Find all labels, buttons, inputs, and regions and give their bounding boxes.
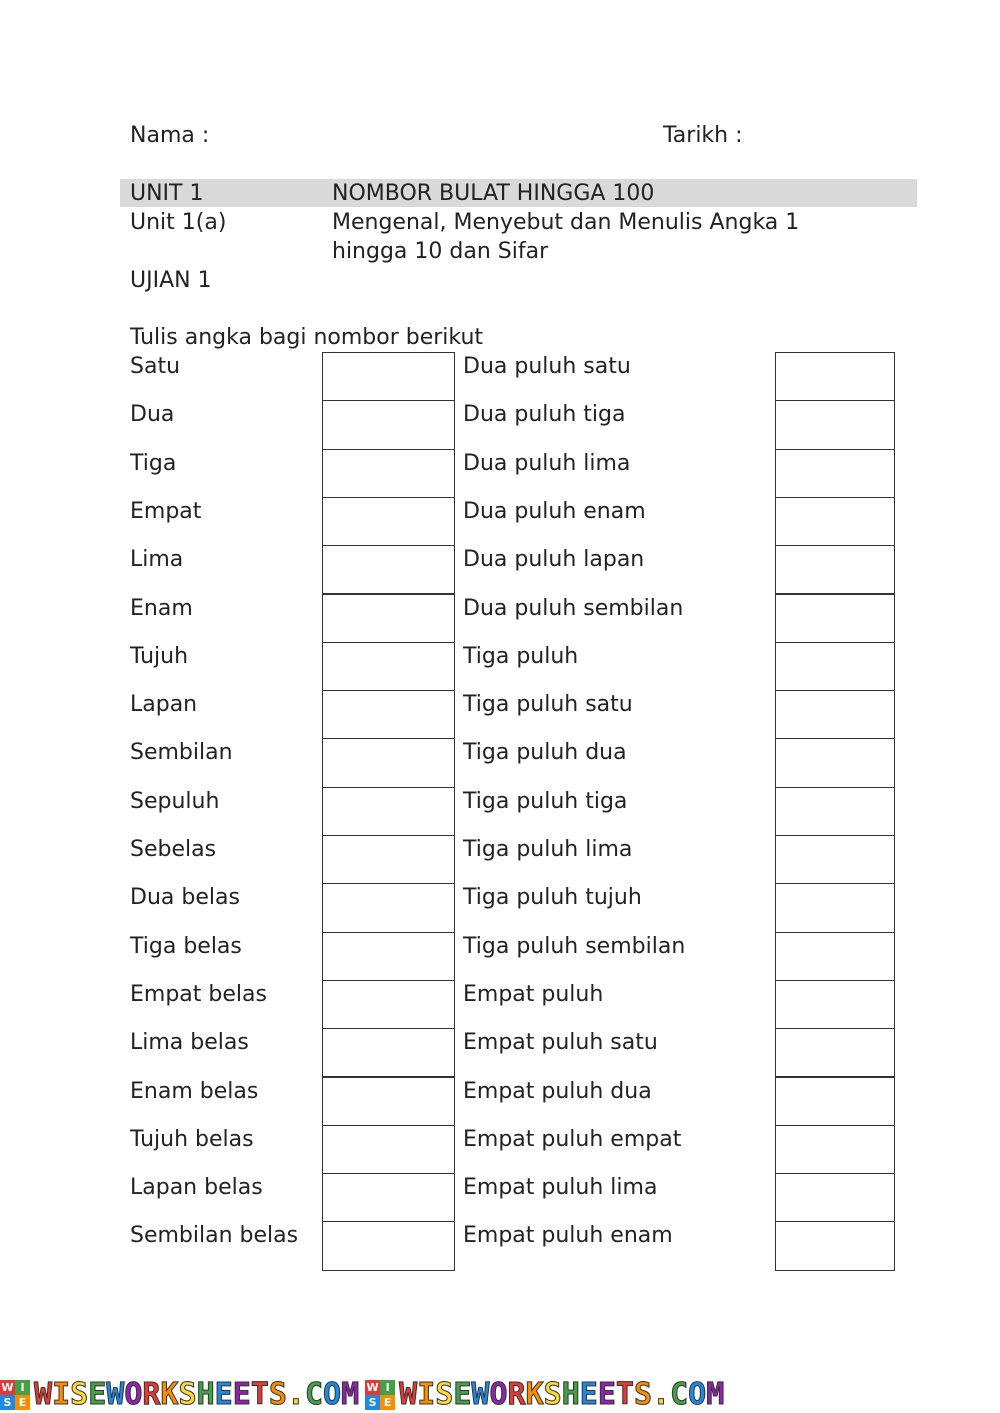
unit-title: NOMBOR BULAT HINGGA 100 [332,181,655,206]
left-answer-box[interactable] [322,738,455,787]
logo-letter: E [380,1395,395,1410]
name-label: Nama : [130,123,210,148]
logo-letter: W [1,1380,14,1394]
brand-logo-icon [365,1380,395,1410]
logo-letter: S [365,1395,380,1410]
left-item-label: Enam [130,595,193,621]
date-label: Tarikh : [663,123,743,148]
left-item-label: Enam belas [130,1078,259,1104]
sub-unit-code: Unit 1(a) [130,210,227,235]
right-answer-box[interactable] [775,352,895,401]
right-answer-box[interactable] [775,1077,895,1126]
left-item-label: Tiga [130,450,177,476]
right-item-label: Tiga puluh lima [463,837,633,862]
logo-letter: I [15,1380,30,1395]
left-answer-box[interactable] [322,545,455,594]
right-answer-box[interactable] [775,883,895,932]
left-answer-box[interactable] [322,787,455,836]
right-answer-box[interactable] [775,690,895,739]
right-item-label: Tiga puluh tiga [463,788,628,814]
left-answer-box[interactable] [322,1221,455,1270]
left-answer-box[interactable] [322,835,455,884]
unit-code: UNIT 1 [130,181,204,206]
left-answer-box[interactable] [322,980,455,1029]
right-item-label: Empat puluh dua [463,1078,652,1104]
left-answer-box[interactable] [322,1173,455,1222]
left-answer-box[interactable] [322,690,455,739]
right-answer-box[interactable] [775,835,895,884]
left-answer-box[interactable] [322,400,455,449]
right-item-label: Empat puluh enam [463,1223,673,1249]
left-answer-box[interactable] [322,352,455,401]
left-item-label: Sembilan belas [130,1223,299,1249]
right-item-label: Dua puluh lima [463,450,631,476]
right-item-label: Dua puluh satu [463,354,631,379]
right-item-label: Tiga puluh satu [463,692,633,718]
right-answer-box[interactable] [775,1173,895,1222]
left-answer-box[interactable] [322,932,455,981]
left-item-label: Tiga belas [130,933,242,959]
left-item-label: Lima belas [130,1030,249,1056]
logo-letter: W [366,1380,379,1394]
right-answer-box[interactable] [775,1028,895,1077]
right-item-label: Dua puluh enam [463,498,646,524]
right-item-label: Empat puluh empat [463,1126,682,1152]
right-item-label: Dua puluh sembilan [463,595,684,621]
left-item-label: Sembilan [130,740,233,766]
left-item-label: Empat belas [130,981,267,1007]
logo-letter: S [0,1395,15,1410]
right-answer-box[interactable] [775,449,895,498]
brand-wordmark: WISEWORKSHEETS.COM [399,1376,725,1412]
left-item-label: Sepuluh [130,788,220,814]
right-answer-box[interactable] [775,400,895,449]
left-answer-box[interactable] [322,497,455,546]
right-item-label: Empat puluh [463,981,604,1007]
footer-watermark [0,1376,1000,1413]
instruction: Tulis angka bagi nombor berikut [130,325,484,350]
right-answer-box[interactable] [775,642,895,691]
brand-logo-icon [0,1380,30,1410]
right-item-label: Tiga puluh dua [463,740,627,766]
left-answer-box[interactable] [322,642,455,691]
right-item-label: Tiga puluh tujuh [463,885,642,911]
left-item-label: Sebelas [130,837,217,862]
right-answer-box[interactable] [775,545,895,594]
left-answer-box[interactable] [322,594,455,643]
left-answer-box[interactable] [322,449,455,498]
logo-letter: E [15,1395,30,1410]
left-answer-box[interactable] [322,1077,455,1126]
left-item-label: Lapan [130,692,198,718]
right-answer-box[interactable] [775,980,895,1029]
brand-wordmark: WISEWORKSHEETS.COM [34,1376,360,1412]
left-item-label: Lapan belas [130,1175,263,1201]
logo-letter: I [380,1380,395,1395]
right-answer-box[interactable] [775,787,895,836]
left-item-label: Dua [130,402,175,428]
left-item-label: Tujuh [130,643,189,669]
left-item-label: Dua belas [130,885,240,911]
left-answer-box[interactable] [322,1125,455,1174]
left-item-label: Lima [130,547,184,573]
right-answer-box[interactable] [775,497,895,546]
right-answer-box[interactable] [775,1221,895,1270]
sub-unit-title-line2: hingga 10 dan Sifar [332,239,549,264]
right-item-label: Dua puluh tiga [463,402,626,428]
right-answer-box[interactable] [775,1125,895,1174]
left-item-label: Tujuh belas [130,1126,254,1152]
left-item-label: Empat [130,498,202,524]
right-answer-box[interactable] [775,738,895,787]
test-label: UJIAN 1 [130,268,212,293]
right-item-label: Tiga puluh [463,643,579,669]
left-answer-box[interactable] [322,883,455,932]
right-item-label: Tiga puluh sembilan [463,933,686,959]
right-item-label: Dua puluh lapan [463,547,645,573]
right-item-label: Empat puluh satu [463,1030,658,1056]
right-answer-box[interactable] [775,594,895,643]
brand-block-1 [0,1378,359,1412]
right-answer-box[interactable] [775,932,895,981]
right-item-label: Empat puluh lima [463,1175,658,1201]
sub-unit-title-line1: Mengenal, Menyebut dan Menulis Angka 1 [332,210,800,235]
left-item-label: Satu [130,354,181,379]
brand-block-2 [365,1378,724,1412]
left-answer-box[interactable] [322,1028,455,1077]
